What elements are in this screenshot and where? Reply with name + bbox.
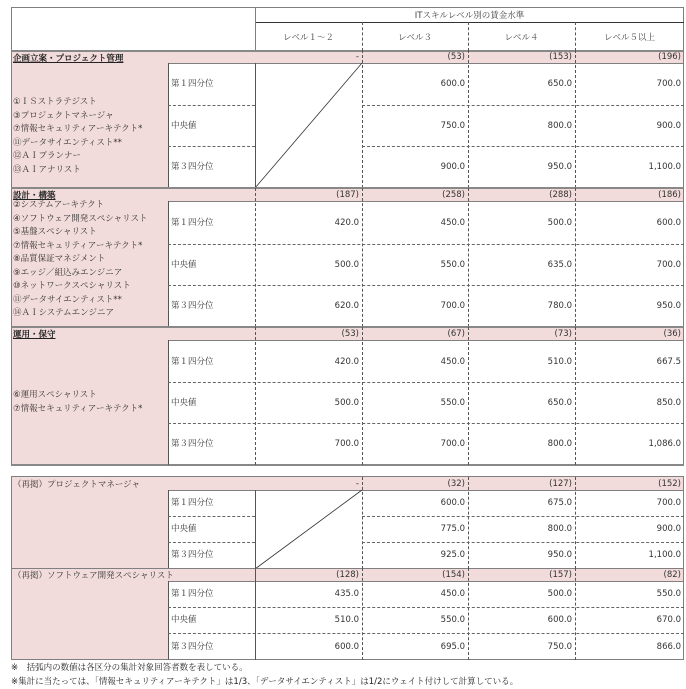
row-label-median: 中央値 [171,120,197,131]
job-item: ⑥運用スペシャリスト [13,390,97,400]
job-item: ⑨エッジ／組込みエンジニア [13,267,123,278]
job-item: ⑤基盤スペシャリスト [13,227,97,237]
job-item: ⑦情報セキュリティアーキテクト* [13,124,143,134]
label-cell [11,581,169,660]
value-cell: 650.0 [547,397,572,408]
count-cell: (187) [336,190,359,200]
row-label-q3: 第３四分位 [171,439,214,449]
value-cell: 950.0 [547,162,572,172]
value-cell: 500.0 [334,397,359,408]
row-label-q3: 第３四分位 [171,162,214,172]
value-cell: 850.0 [656,397,681,408]
row-label-median: 中央値 [171,397,197,408]
value-cell: 750.0 [547,641,572,652]
value-cell: 650.0 [547,79,572,89]
value-cell: 925.0 [440,550,465,560]
row-label-median: 中央値 [171,259,197,270]
column-header-level-1-2: レベル１～２ [282,32,334,43]
footnote-weighting: ※集計に当たっては、「情報セキュリティアーキテクト」は1/3、「データサイエンティスト」は1/2にウェイト付けして計算している。 [11,677,519,687]
value-cell: 800.0 [547,439,572,449]
count-cell: (258) [442,190,465,200]
count-cell: (152) [658,479,681,489]
row-label-q1: 第１四分位 [171,79,214,89]
value-cell: 900.0 [440,162,465,172]
job-item: ②システムアーキテクト [13,200,105,210]
value-cell: 700.0 [440,300,465,311]
count-cell: (82) [663,570,681,580]
value-cell: 450.0 [440,589,465,599]
value-cell: 695.0 [440,641,465,652]
value-cell: 675.0 [547,498,572,508]
count-cell: (127) [549,479,572,489]
count-cell: - [355,479,359,489]
job-item: ⑧品質保証マネジメント [13,254,106,264]
value-cell: 775.0 [440,524,465,534]
value-cell: 1,100.0 [648,550,681,560]
value-cell: 500.0 [547,218,572,228]
count-cell: (53) [341,329,359,339]
value-cell: 420.0 [334,356,359,367]
count-cell: (32) [447,479,465,489]
value-cell: 700.0 [656,259,681,270]
value-cell: 500.0 [334,259,359,270]
section-title: 設計・構築 [13,190,56,201]
value-cell: 600.0 [656,218,681,228]
count-cell: (154) [442,570,465,580]
value-cell: 635.0 [547,259,572,270]
value-cell: 800.0 [547,524,572,534]
value-cell: 600.0 [547,615,572,625]
value-cell: 450.0 [440,218,465,228]
value-cell: 420.0 [334,218,359,228]
value-cell: 700.0 [440,439,465,449]
row-label-q1: 第１四分位 [171,356,214,367]
value-cell: 780.0 [547,300,572,311]
job-list [13,96,142,177]
job-item: ⑭ＡＩシステムエンジニア [13,308,114,318]
value-cell: 600.0 [334,641,359,652]
row-label-median: 中央値 [171,524,197,534]
not-applicable-diagonal [255,490,362,569]
job-list [13,199,147,321]
value-cell: 667.5 [656,356,681,367]
value-cell: 435.0 [334,589,359,599]
value-cell: 700.0 [334,439,359,449]
value-cell: 900.0 [656,120,681,131]
value-cell: 550.0 [656,589,681,599]
value-cell: 600.0 [440,498,465,508]
section-title: 企画立案・プロジェクト管理 [13,53,124,64]
job-item: ①ＩＳストラテジスト [13,97,97,107]
value-cell: 1,086.0 [648,439,681,449]
value-cell: 550.0 [440,259,465,270]
value-cell: 510.0 [547,356,572,367]
column-header-level-5-plus: レベル５以上 [603,32,655,43]
job-item: ⑬ＡＩアナリスト [13,164,81,175]
value-cell: 866.0 [656,641,681,652]
value-cell: 700.0 [656,498,681,508]
value-cell: 800.0 [547,120,572,131]
value-cell: 950.0 [547,550,572,560]
row-label-q3: 第３四分位 [171,550,214,560]
row-label-q3: 第３四分位 [171,641,214,652]
column-header-level-4: レベル４ [504,32,539,43]
value-cell: 450.0 [440,356,465,367]
job-item: ⑦情報セキュリティアーキテクト* [13,403,143,414]
column-header-level-3: レベル３ [397,32,432,43]
row-label-q1: 第１四分位 [171,498,214,508]
value-cell: 620.0 [334,300,359,311]
value-cell: 550.0 [440,397,465,408]
job-item: ④ソフトウェア開発スペシャリスト [13,213,148,224]
section-title: （再掲）ソフトウェア開発スペシャリスト [13,571,174,581]
section-title: 運用・保守 [13,329,56,340]
count-cell: - [355,52,359,62]
value-cell: 600.0 [440,79,465,89]
value-cell: 750.0 [440,120,465,131]
count-cell: (67) [447,329,465,339]
value-cell: 700.0 [656,79,681,89]
job-item: ⑩ネットワークスペシャリスト [13,281,131,291]
count-cell: (186) [658,190,681,200]
count-cell: (288) [549,190,572,200]
job-item: ⑪データサイエンティスト** [13,137,122,148]
row-label-q1: 第１四分位 [171,218,214,228]
value-cell: 1,100.0 [648,162,681,172]
value-cell: 950.0 [656,300,681,311]
job-item: ③プロジェクトマネージャ [13,110,114,121]
row-label-q3: 第３四分位 [171,300,214,311]
footnote-respondent-count: ※ 括弧内の数値は各区分の集計対象回答者数を表している。 [11,663,248,673]
count-cell: (128) [336,570,359,580]
not-applicable-diagonal [255,63,362,188]
value-cell: 510.0 [334,615,359,625]
value-cell: 550.0 [440,615,465,625]
count-cell: (196) [658,52,681,62]
count-cell: (157) [549,570,572,580]
job-list [13,389,142,416]
count-cell: (36) [663,329,681,339]
value-cell: 500.0 [547,589,572,599]
count-cell: (73) [554,329,572,339]
job-item: ⑪データサイエンティスト** [13,294,122,305]
header-group-title: ITスキルレベル別の賃金水準 [414,10,525,21]
value-cell: 900.0 [656,524,681,534]
job-item: ⑫ＡＩプランナー [13,151,82,161]
label-cell [11,490,169,569]
count-cell: (153) [549,52,572,62]
job-item: ⑦情報セキュリティアーキテクト* [13,240,143,251]
row-label-q1: 第１四分位 [171,589,214,599]
count-cell: (53) [447,52,465,62]
value-cell: 670.0 [656,615,681,625]
section-title: （再掲）プロジェクトマネージャ [13,479,140,490]
row-label-median: 中央値 [171,615,197,625]
